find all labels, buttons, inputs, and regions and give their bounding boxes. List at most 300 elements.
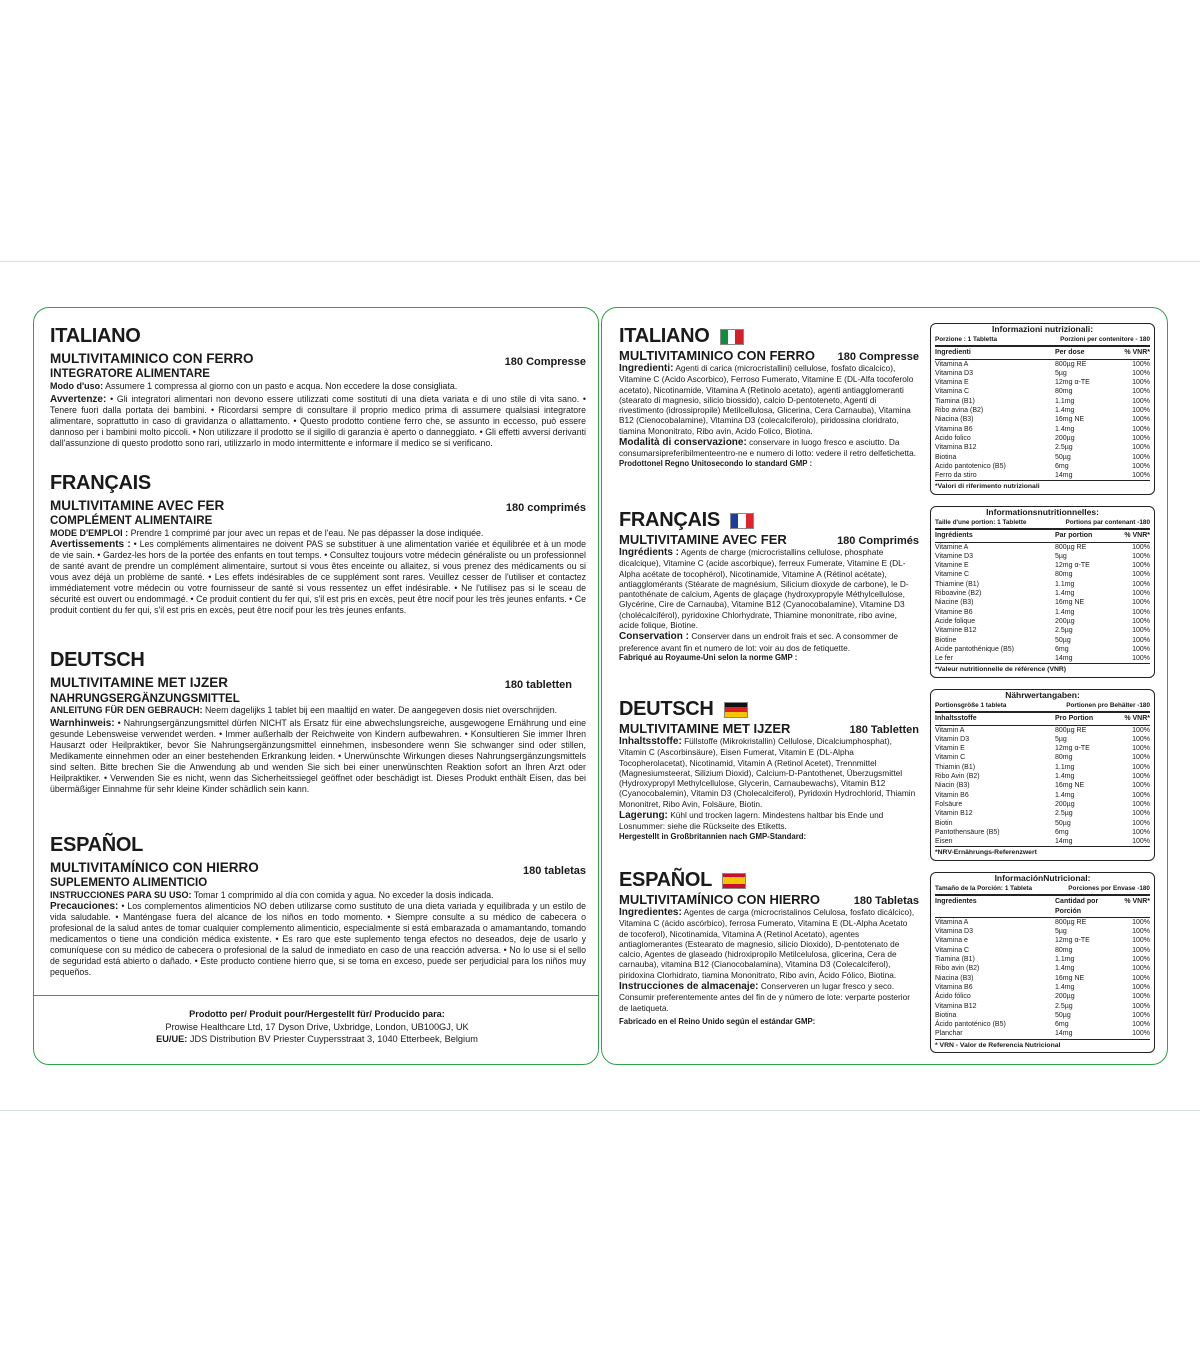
nutrient-amount: 2.5µg bbox=[1055, 810, 1073, 818]
header-amount: Per dose bbox=[1055, 349, 1085, 357]
nutrient-nrv: 100% bbox=[1132, 928, 1150, 936]
nutrient-nrv: 100% bbox=[1132, 425, 1150, 433]
manufacturer-address: Prowise Healthcare Ltd, 17 Dyson Drive, Uxbridge, London, UB100GJ, UK bbox=[165, 1021, 469, 1032]
nutrient-name: Niacina (B3) bbox=[935, 416, 974, 424]
nutrient-nrv: 100% bbox=[1132, 645, 1150, 653]
right-section-french bbox=[619, 509, 917, 663]
nutrient-name: Ribo avin (B2) bbox=[935, 965, 980, 973]
nutrient-amount: 200µg bbox=[1055, 617, 1075, 625]
ingredients-text: Ingrédients : Agents de charge (microcristallins cellulose, phosphate dicalcique), Vitamine C (acide ascorbique), ferreux Fumerate, Vitamine E (DL-Alpha acétate de tocophérol), Nicotinamide, Vitamine A (Rétinol acétate), antiagglomérants (Stéarate de magnésium, Silicium dioxyde de carbone), le D-pantothénate de calcium, Agents de glaçage (hydroxypropyle Méthylcellulose, Glycérine, Cire de Carnauba), Vitamine B12 (Cyanocobalamine), Vitamine D3 (cholécalciférol), pyridoxine Chlorhydrate, Thiamine mononitrate, ribo avine, acide folique, Biotine. bbox=[619, 547, 909, 631]
product-name: MULTIVITAMINE MET IJZER bbox=[619, 721, 791, 736]
nutrient-nrv: 100% bbox=[1132, 735, 1150, 743]
nutrition-table-title: InformaciónNutricional: bbox=[994, 873, 1091, 883]
nutrition-table-header bbox=[935, 347, 1150, 359]
nutrient-name: Niacin (B3) bbox=[935, 782, 970, 790]
nutrition-table-title: Nährwertangaben: bbox=[1005, 690, 1080, 700]
nutrient-name: Ácido fólico bbox=[935, 993, 971, 1001]
nutrient-name: Vitamina E bbox=[935, 379, 969, 387]
nutrient-name: Vitamina B6 bbox=[935, 983, 973, 991]
germany-flag-icon bbox=[724, 702, 748, 718]
nutrient-nrv: 100% bbox=[1132, 655, 1150, 663]
nutrient-nrv: 100% bbox=[1132, 562, 1150, 570]
manufacturing-note: Fabriqué au Royaume-Uni selon la norme GMP : bbox=[619, 652, 798, 662]
nutrient-nrv: 100% bbox=[1132, 369, 1150, 377]
nutrient-nrv: 100% bbox=[1132, 543, 1150, 551]
nutrition-row bbox=[935, 415, 1150, 424]
nutrient-amount: 6mg bbox=[1055, 828, 1069, 836]
footer-divider bbox=[34, 995, 599, 996]
nutrient-nrv: 100% bbox=[1132, 453, 1150, 461]
nutrient-name: Thiamine (B1) bbox=[935, 580, 979, 588]
section-language-title: FRANÇAIS bbox=[50, 472, 151, 494]
nutrient-nrv: 100% bbox=[1132, 838, 1150, 846]
nutrient-name: Ribo Avin (B2) bbox=[935, 773, 980, 781]
nutrient-name: Tiamina (B1) bbox=[935, 397, 975, 405]
nutrition-table-title: Informationsnutritionnelles: bbox=[986, 507, 1099, 517]
nutrient-nrv: 100% bbox=[1132, 462, 1150, 470]
tablet-count: 180 comprimés bbox=[505, 502, 586, 514]
nutrient-nrv: 100% bbox=[1132, 993, 1150, 1001]
section-language-title: DEUTSCH bbox=[619, 698, 714, 720]
nutrient-amount: 50µg bbox=[1055, 819, 1071, 827]
header-amount: Pro Portion bbox=[1055, 715, 1094, 723]
nutrient-name: Acido folico bbox=[935, 434, 971, 442]
nutrient-nrv: 100% bbox=[1132, 983, 1150, 991]
nutrient-amount: 800µg RE bbox=[1055, 918, 1087, 926]
nutrition-row bbox=[935, 561, 1150, 570]
nutrient-name: Vitamine C bbox=[935, 571, 970, 579]
nutrient-amount: 14mg bbox=[1055, 472, 1073, 480]
top-guide-line bbox=[0, 261, 1200, 262]
nutrition-table-spanish bbox=[930, 872, 1155, 1053]
nutrient-nrv: 100% bbox=[1132, 1021, 1150, 1029]
nutrition-row bbox=[935, 434, 1150, 443]
nutrition-table-header bbox=[935, 530, 1150, 542]
nutrient-nrv: 100% bbox=[1132, 434, 1150, 442]
product-name: MULTIVITAMINICO CON FERRO bbox=[50, 351, 254, 366]
section-language-title: FRANÇAIS bbox=[619, 509, 720, 531]
nutrient-nrv: 100% bbox=[1132, 791, 1150, 799]
nutrition-row bbox=[935, 1011, 1150, 1020]
nutrient-nrv: 100% bbox=[1132, 407, 1150, 415]
nutrition-row bbox=[935, 809, 1150, 818]
nutrition-row bbox=[935, 453, 1150, 462]
nutrition-row bbox=[935, 744, 1150, 753]
nutrient-amount: 1.1mg bbox=[1055, 956, 1075, 964]
nutrient-amount: 200µg bbox=[1055, 800, 1075, 808]
nutrient-nrv: 100% bbox=[1132, 636, 1150, 644]
product-category: COMPLÉMENT ALIMENTAIRE bbox=[50, 515, 213, 527]
ingredients-text: Inhaltsstoffe: Füllstoffe (Mikrokristallin) Cellulose, Dicalciumphosphat), Vitamin C (Ascorbinsäure), Eisen Fumerat, Vitamin E (DL-Alpha Tocopherolacetat), Nicotinamid, Vitamin A (Retinol Acetet), Trennmittel (Magnesiumsteerat, Silizium Dioxid), Calcium-D-Pantothenet, Überzugsmittel (Hydroxypropyl Methylcellulose, Glycerin, Carnaubewachs), Vitamin B12 (Cyanocobalemin), Vitamin D3 (Cholecalciferol), Pyridoxin Hydrochlorid, Thiamin Mononitret, Ribo Avin, Folsäure, Biotin. bbox=[619, 736, 916, 809]
nutrient-amount: 5µg bbox=[1055, 369, 1067, 377]
nutrition-row bbox=[935, 360, 1150, 369]
section-language-title: DEUTSCH bbox=[50, 649, 145, 671]
nutrient-nrv: 100% bbox=[1132, 1030, 1150, 1038]
product-category: SUPLEMENTO ALIMENTICIO bbox=[50, 877, 208, 889]
nutrition-row bbox=[935, 645, 1150, 654]
nutrient-amount: 2.5µg bbox=[1055, 444, 1073, 452]
nutrient-name: Vitamin C bbox=[935, 754, 966, 762]
serving-info bbox=[935, 518, 1150, 530]
nutrient-amount: 14mg bbox=[1055, 838, 1073, 846]
nutrient-nrv: 100% bbox=[1132, 627, 1150, 635]
nutrient-amount: 6mg bbox=[1055, 1021, 1069, 1029]
servings-per-container: Portions par contenant -180 bbox=[1065, 519, 1150, 526]
nutrient-nrv: 100% bbox=[1132, 918, 1150, 926]
nutrient-name: Vitamina C bbox=[935, 388, 970, 396]
nutrient-nrv: 100% bbox=[1132, 726, 1150, 734]
nutrition-footnote: *Valeur nutritionnelle de référence (VNR) bbox=[935, 663, 1150, 676]
storage-text: Instrucciones de almacenaje: Conserveren un lugar fresco y seco. Consumir preferentemente antes del fin de y número de lote: verparte posterior de laetiqueta. bbox=[619, 981, 911, 1013]
ingredients-text: Ingredientes: Agentes de carga (microcristalinos Celulosa, fosfato dicálcico), Vitamina C (ácido ascórbico), ferrosa Fumerato, Vitamina E (DL-Alpha Acetato de tocoferol), Nicotinamida, Vitamina A (Retinol Acetato), agentes antiaglomerantes (Estearato de magnesio, silicio Dioxido), D-pentotenato de calcio, Agentes de glaseado (hidroxipropilo Metilcelulosa, glicerina, Cera de carnauba), vitamina B12 (Cianocobalamina), Vitamina D3 (Colecalciferol), piridoxina Clorhidrato, tiamina Mononitrato, Ribo avin, Ácido Fólico, Biotina. bbox=[619, 907, 915, 980]
italy-flag-icon bbox=[720, 329, 744, 345]
nutrition-row bbox=[935, 828, 1150, 837]
france-flag-icon bbox=[730, 513, 754, 529]
nutrition-row bbox=[935, 543, 1150, 552]
nutrition-row bbox=[935, 781, 1150, 790]
nutrient-amount: 1.1mg bbox=[1055, 763, 1075, 771]
header-nrv: % VNR* bbox=[1124, 715, 1150, 723]
nutrient-amount: 2.5µg bbox=[1055, 627, 1073, 635]
header-amount: Cantidad por Porción bbox=[1055, 898, 1099, 915]
left-section-german bbox=[50, 649, 586, 795]
section-language-title: ITALIANO bbox=[619, 325, 710, 347]
nutrition-row bbox=[935, 617, 1150, 626]
nutrient-nrv: 100% bbox=[1132, 965, 1150, 973]
nutrition-row bbox=[935, 992, 1150, 1001]
product-name: MULTIVITAMÍNICO CON HIERRO bbox=[619, 892, 821, 907]
nutrient-amount: 800µg RE bbox=[1055, 543, 1087, 551]
header-nrv: % VNR* bbox=[1124, 532, 1150, 540]
nutrition-row bbox=[935, 471, 1150, 480]
usage-instructions: ANLEITUNG FÜR DEN GEBRAUCH: Neem dagelijks 1 tablet bij een maaltijd en water. De aangegeven dosis niet overschrijden. bbox=[50, 705, 558, 715]
nutrient-name: Vitamina D3 bbox=[935, 928, 974, 936]
right-section-german bbox=[619, 698, 917, 842]
nutrient-nrv: 100% bbox=[1132, 1011, 1150, 1019]
nutrient-amount: 50µg bbox=[1055, 453, 1071, 461]
nutrient-name: Riboavine (B2) bbox=[935, 590, 982, 598]
nutrient-amount: 50µg bbox=[1055, 636, 1071, 644]
left-section-spanish bbox=[50, 834, 586, 978]
nutrient-amount: 14mg bbox=[1055, 655, 1073, 663]
nutrient-name: Vitamina A bbox=[935, 360, 969, 368]
manufacturing-note: Prodottonel Regno Unitosecondo lo standard GMP : bbox=[619, 458, 813, 468]
tablet-count: 180 Tabletas bbox=[853, 895, 919, 907]
nutrient-amount: 80mg bbox=[1055, 946, 1073, 954]
header-nrv: % VNR* bbox=[1124, 349, 1150, 357]
nutrition-row bbox=[935, 598, 1150, 607]
eu-distributor: EU/UE: JDS Distribution BV Priester Cuypersstraat 3, 1040 Etterbeek, Belgium bbox=[156, 1034, 478, 1044]
section-language-title: ITALIANO bbox=[50, 325, 141, 347]
nutrient-amount: 50µg bbox=[1055, 1011, 1071, 1019]
nutrition-footnote: * VRN - Valor de Referencia Nutricional bbox=[935, 1039, 1150, 1052]
section-language-title: ESPAÑOL bbox=[50, 834, 144, 856]
nutrient-amount: 1.4mg bbox=[1055, 983, 1075, 991]
nutrient-amount: 5µg bbox=[1055, 552, 1067, 560]
usage-instructions: INSTRUCCIONES PARA SU USO: Tomar 1 comprimido al día con comida y agua. No exceder la dosis indicada. bbox=[50, 890, 494, 900]
tablet-count: 180 Compresse bbox=[837, 351, 919, 363]
nutrient-amount: 1.4mg bbox=[1055, 608, 1075, 616]
nutrition-row bbox=[935, 552, 1150, 561]
nutrition-row bbox=[935, 378, 1150, 387]
nutrient-amount: 16mg NE bbox=[1055, 974, 1085, 982]
manufacturer-footer bbox=[34, 1008, 599, 1046]
storage-text: Conservation : Conserver dans un endroit frais et sec. A consommer de preference avant fin et numero de lot: voir au dos de fetiquette. bbox=[619, 631, 898, 653]
nutrition-footnote: *Valori di riferimento nutrizionali bbox=[935, 480, 1150, 493]
nutrient-nrv: 100% bbox=[1132, 763, 1150, 771]
right-section-italian bbox=[619, 325, 917, 469]
nutrient-amount: 1.4mg bbox=[1055, 407, 1075, 415]
left-label-panel bbox=[33, 307, 599, 1065]
storage-text: Modalità di conservazione: conservare in luogo fresco e asciutto. Da consumarsipreferibilmenteentro-ne e numero di lotto: vedere il retro delfetichetta. bbox=[619, 437, 916, 459]
nutrient-nrv: 100% bbox=[1132, 946, 1150, 954]
nutrient-name: Vitamin B6 bbox=[935, 791, 969, 799]
nutrition-row bbox=[935, 589, 1150, 598]
nutrition-row bbox=[935, 974, 1150, 983]
product-category: NAHRUNGSERGÄNZUNGSMITTEL bbox=[50, 693, 240, 705]
product-name: MULTIVITAMINE AVEC FER bbox=[619, 532, 787, 547]
tablet-count: 180 tabletas bbox=[523, 865, 586, 877]
nutrition-row bbox=[935, 636, 1150, 645]
nutrient-name: Vitamine E bbox=[935, 562, 969, 570]
nutrition-row bbox=[935, 608, 1150, 617]
nutrient-amount: 1.4mg bbox=[1055, 773, 1075, 781]
nutrient-nrv: 100% bbox=[1132, 754, 1150, 762]
nutrient-name: Tiamina (B1) bbox=[935, 956, 975, 964]
nutrient-nrv: 100% bbox=[1132, 800, 1150, 808]
nutrient-name: Biotina bbox=[935, 453, 957, 461]
servings-per-container: Porciones por Envase -180 bbox=[1068, 885, 1150, 892]
nutrition-table-italian bbox=[930, 323, 1155, 495]
nutrient-amount: 16mg NE bbox=[1055, 599, 1085, 607]
header-ingredient: Ingredienti bbox=[935, 349, 971, 357]
nutrient-nrv: 100% bbox=[1132, 782, 1150, 790]
nutrient-nrv: 100% bbox=[1132, 388, 1150, 396]
nutrient-nrv: 100% bbox=[1132, 828, 1150, 836]
nutrition-row bbox=[935, 1002, 1150, 1011]
spain-flag-icon bbox=[722, 873, 746, 889]
nutrient-amount: 16mg NE bbox=[1055, 416, 1085, 424]
servings-per-container: Porzioni per contenitore - 180 bbox=[1060, 336, 1150, 343]
nutrition-row bbox=[935, 443, 1150, 452]
nutrient-amount: 12mg α-TE bbox=[1055, 745, 1090, 753]
nutrient-amount: 1.4mg bbox=[1055, 425, 1075, 433]
nutrition-row bbox=[935, 837, 1150, 846]
right-section-spanish bbox=[619, 869, 917, 1027]
warnings-text: Precauciones: • Los complementos alimenticios NO deben utilizarse como sustituto de una dieta variada y equilibrada y un estilo de vida saludable. • Manténgase fuera del alcance de los niños en todo momento. • Siempre consulte a su médico de cabecera o profesional de la salud antes de tomar cualquier complemento alimenticio, especialmente si está embarazada o amamantando, tomando medicamentos o tiene una condición médica existente. • Es raro que este suplemento tenga efectos no deseados, deje de usarlo y comuníquese con su médico de cabecera o profesional de la salud de inmediato en caso de una reacción adversa. • No lo use si el sello de seguridad está abierto o dañado. • Este producto contiene hierro que, si se toma en exceso, puede ser perjudicial para los niños muy pequeños. bbox=[50, 901, 586, 977]
nutrient-name: Vitamin A bbox=[935, 726, 965, 734]
nutrition-row bbox=[935, 425, 1150, 434]
nutrient-name: Niacina (B3) bbox=[935, 974, 974, 982]
nutrition-row bbox=[935, 387, 1150, 396]
nutrition-row bbox=[935, 753, 1150, 762]
nutrient-amount: 5µg bbox=[1055, 928, 1067, 936]
nutrient-name: Vitamin E bbox=[935, 745, 965, 753]
nutrient-amount: 200µg bbox=[1055, 993, 1075, 1001]
nutrient-nrv: 100% bbox=[1132, 773, 1150, 781]
nutrition-row bbox=[935, 763, 1150, 772]
nutrient-amount: 1.4mg bbox=[1055, 590, 1075, 598]
nutrient-nrv: 100% bbox=[1132, 819, 1150, 827]
product-name: MULTIVITAMINE MET IJZER bbox=[50, 675, 228, 690]
nutrition-table-french bbox=[930, 506, 1155, 678]
nutrient-name: Ferro da stiro bbox=[935, 472, 977, 480]
nutrient-name: Ácido pantoténico (B5) bbox=[935, 1021, 1006, 1029]
nutrient-amount: 80mg bbox=[1055, 388, 1073, 396]
nutrient-nrv: 100% bbox=[1132, 617, 1150, 625]
serving-info bbox=[935, 335, 1150, 347]
nutrition-row bbox=[935, 735, 1150, 744]
nutrient-name: Planchar bbox=[935, 1030, 963, 1038]
nutrient-name: Vitamine D3 bbox=[935, 552, 974, 560]
nutrient-nrv: 100% bbox=[1132, 379, 1150, 387]
nutrient-amount: 800µg RE bbox=[1055, 726, 1087, 734]
nutrient-name: Acide pantothénique (B5) bbox=[935, 645, 1014, 653]
nutrient-name: Vitamina A bbox=[935, 918, 969, 926]
serving-size: Taille d'une portion: 1 Tablette bbox=[935, 519, 1027, 526]
nutrient-name: Le fer bbox=[935, 655, 953, 663]
servings-per-container: Portionen pro Behälter -180 bbox=[1066, 702, 1150, 709]
nutrition-row bbox=[935, 800, 1150, 809]
product-name: MULTIVITAMÍNICO CON HIERRO bbox=[50, 860, 259, 875]
nutrition-row bbox=[935, 918, 1150, 927]
serving-size: Porzione : 1 Tabletta bbox=[935, 336, 998, 343]
nutrition-row bbox=[935, 936, 1150, 945]
nutrient-name: Vitamin B12 bbox=[935, 810, 973, 818]
product-name: MULTIVITAMINE AVEC FER bbox=[50, 498, 225, 513]
serving-info bbox=[935, 701, 1150, 713]
nutrient-nrv: 100% bbox=[1132, 810, 1150, 818]
nutrition-row bbox=[935, 819, 1150, 828]
nutrient-nrv: 100% bbox=[1132, 937, 1150, 945]
storage-text: Lagerung: Kühl und trocken lagern. Mindestens haltbar bis Ende und Losnummer: siehe die Rückseite des Etiketts. bbox=[619, 810, 884, 832]
nutrient-amount: 1.4mg bbox=[1055, 965, 1075, 973]
nutrient-name: Vitamina C bbox=[935, 946, 970, 954]
nutrition-footnote: *NRV-Ernährungs-Referenzwert bbox=[935, 846, 1150, 859]
nutrition-row bbox=[935, 726, 1150, 735]
nutrition-row bbox=[935, 955, 1150, 964]
nutrient-nrv: 100% bbox=[1132, 472, 1150, 480]
nutrient-nrv: 100% bbox=[1132, 552, 1150, 560]
nutrient-nrv: 100% bbox=[1132, 974, 1150, 982]
nutrient-name: Folsäure bbox=[935, 800, 963, 808]
nutrient-nrv: 100% bbox=[1132, 608, 1150, 616]
nutrient-nrv: 100% bbox=[1132, 444, 1150, 452]
nutrient-name: Vitamina B12 bbox=[935, 1002, 977, 1010]
nutrient-name: Acide folique bbox=[935, 617, 976, 625]
nutrient-amount: 2.5µg bbox=[1055, 1002, 1073, 1010]
manufacturing-note: Fabricado en el Reino Unido según el estándar GMP: bbox=[619, 1016, 816, 1026]
nutrition-row bbox=[935, 772, 1150, 781]
left-section-french bbox=[50, 472, 586, 616]
serving-info bbox=[935, 884, 1150, 896]
nutrient-nrv: 100% bbox=[1132, 360, 1150, 368]
nutrition-row bbox=[935, 946, 1150, 955]
bottom-guide-line bbox=[0, 1110, 1200, 1111]
nutrient-name: Vitamina e bbox=[935, 937, 968, 945]
nutrition-row bbox=[935, 626, 1150, 635]
nutrition-row bbox=[935, 791, 1150, 800]
nutrient-name: Vitamine A bbox=[935, 543, 969, 551]
nutrient-amount: 800µg RE bbox=[1055, 360, 1087, 368]
nutrient-name: Thiamin (B1) bbox=[935, 763, 976, 771]
manufacturing-note: Hergestellt in Großbritannien nach GMP-Standard: bbox=[619, 831, 807, 841]
right-label-panel bbox=[601, 307, 1168, 1065]
header-ingredient: Inhaltsstoffe bbox=[935, 715, 977, 723]
nutrient-nrv: 100% bbox=[1132, 397, 1150, 405]
warnings-text: Avvertenze: • Gli integratori alimentari non devono essere utilizzati come sostituti di una dieta variata e di uno stile di vita sano. • Tenere fuori dalla portata dei bambini. • Ricordarsi sempre di consultare il proprio medico prima di assumere qualsiasi integratore alimentare, soprattutto in caso di gravidanza o allattamento. • Questo prodotto contiene ferro che, se assunto in eccesso, può essere dannoso per i bambini molto piccoli. • Non utilizzare il prodotto se il sigillo di garanzia è aperto o danneggiato. • Gli effetti avversi derivanti dall'assunzione di questo prodotto sono rari, utilizzarlo in modo intermittente e informare il medico se si verificano. bbox=[50, 394, 587, 448]
nutrition-row bbox=[935, 570, 1150, 579]
nutrient-name: Vitamina B12 bbox=[935, 444, 977, 452]
nutrient-amount: 80mg bbox=[1055, 571, 1073, 579]
nutrient-amount: 12mg α-TE bbox=[1055, 562, 1090, 570]
nutrition-row bbox=[935, 397, 1150, 406]
nutrient-name: Vitamina D3 bbox=[935, 369, 974, 377]
serving-size: Portionsgröße 1 tableta bbox=[935, 702, 1007, 709]
ingredients-text: Ingredienti: Agenti di carica (microcristallini) cellulose, fosfato dicalcico), Vitamine C (Acido Ascorbico), Ferroso Fumerato, Vitamine E (DL-Alfa tocoferolo acetato), Nicotinamide, Vitamina A (Retinolo acetato), agenti antiagglomeranti (stearato di magnesio, silicio biossido), calcio D-pentoteneto, Agenti di rivestimento (idrossipropile) Metilcellulosa, Glicerina, Cera Carnauba), Vitamina B12 (Cienocobalamine), Vitamina D3 (colecalciferolo), piridossina cloridrato, tiamina Mononitrato, Ribo avin, Acido Folico, Biotina. bbox=[619, 363, 914, 436]
nutrition-row bbox=[935, 462, 1150, 471]
nutrition-table-title: Informazioni nutrizionali: bbox=[991, 324, 1094, 334]
nutrient-nrv: 100% bbox=[1132, 1002, 1150, 1010]
nutrient-amount: 14mg bbox=[1055, 1030, 1073, 1038]
nutrition-row bbox=[935, 1029, 1150, 1038]
nutrient-amount: 1.4mg bbox=[1055, 791, 1075, 799]
product-name: MULTIVITAMINICO CON FERRO bbox=[619, 348, 815, 363]
warnings-text: Avertissements : • Les compléments alimentaires ne doivent PAS se substituer à une alimentation variée et équilibrée et à un mode de vie sain. • Gardez-les hors de la portée des enfants en tout temps. • Consultez toujours votre médecin généraliste ou un professionnel de santé avant de prendre un complément alimentaire, surtout si vous êtes enceinte ou allaitez, si vous prenez des médicaments ou si vous avez déjà un problème de santé. • Les effets indésirables de ce supplément sont rares. Veuillez cesser de l'utiliser et contactez immédiatement votre médecin ou votre fournisseur de santé si vous ressentez un effet indésirable. • Ne l'utilisez pas si le sceau de sécurité est ouvert ou endommagé. • Ce produit contient du fer qui, s'il est pris en excès, peut être nocif pour les très jeunes enfants. • Ce produit contient du fer qui, s'il est pris en excès, peut être nocif pour les très jeunes enfants. bbox=[50, 539, 586, 615]
section-language-title: ESPAÑOL bbox=[619, 869, 713, 891]
header-nrv: % VNR* bbox=[1124, 898, 1150, 906]
nutrition-row bbox=[935, 369, 1150, 378]
nutrition-table-header bbox=[935, 713, 1150, 725]
header-ingredient: Ingrédients bbox=[935, 532, 973, 540]
nutrient-nrv: 100% bbox=[1132, 745, 1150, 753]
nutrient-name: Vitamine B12 bbox=[935, 627, 977, 635]
warnings-text: Warnhinweis: • Nahrungsergänzungsmittel dürfen NICHT als Ersatz für eine abwechslungsreiche, ausgewogene Ernährung und eine gesunde Lebensweise verwendet werden. • Immer außerhalb der Reichweite von Kindern aufbewahren. • Konsultieren Sie immer Ihren Hausarzt oder Heilpraktiker, bevor Sie Nahrungsergänzungsmittel einnehmen, insbesondere wenn Sie schwanger sind oder stillen, Medikamente einnehmen oder an einer bestehenden Erkrankung leiden. • Unerwünschte Wirkungen dieses Nahrungsergänzungsmittels sind selten. Bitte brechen Sie die Anwendung ab und wenden Sie sich bei einer unerwünschten Reaktion sofort an Ihren Arzt oder Heilpraktiker. • Verwenden Sie es nicht, wenn das Sicherheitssiegel geöffnet oder beschädigt ist. Dieses Produkt enthält Eisen, das bei übermäßiger Einnahme für sehr kleine Kinder schädlich sein kann. bbox=[50, 718, 586, 794]
nutrient-amount: 1.1mg bbox=[1055, 580, 1075, 588]
nutrient-name: Vitamina B6 bbox=[935, 425, 973, 433]
nutrient-name: Acido pantotenico (B5) bbox=[935, 462, 1006, 470]
manufacturer-heading: Prodotto per/ Produit pour/Hergestellt für/ Producido para: bbox=[189, 1009, 445, 1019]
header-amount: Par portion bbox=[1055, 532, 1093, 540]
nutrient-nrv: 100% bbox=[1132, 571, 1150, 579]
nutrition-row bbox=[935, 927, 1150, 936]
tablet-count: 180 Tabletten bbox=[849, 724, 919, 736]
serving-size: Tamaño de la Porción: 1 Tableta bbox=[935, 885, 1033, 892]
nutrition-row bbox=[935, 964, 1150, 973]
nutrition-row bbox=[935, 654, 1150, 663]
nutrition-row bbox=[935, 406, 1150, 415]
nutrient-nrv: 100% bbox=[1132, 599, 1150, 607]
tablet-count: 180 Comprimés bbox=[837, 535, 919, 547]
nutrient-name: Biotine bbox=[935, 636, 957, 644]
nutrient-name: Vitamin D3 bbox=[935, 735, 970, 743]
nutrition-table-german bbox=[930, 689, 1155, 861]
left-section-italian bbox=[50, 325, 586, 449]
nutrient-nrv: 100% bbox=[1132, 416, 1150, 424]
nutrient-amount: 12mg α-TE bbox=[1055, 937, 1090, 945]
nutrient-amount: 6mg bbox=[1055, 462, 1069, 470]
nutrition-table-header bbox=[935, 896, 1150, 918]
nutrition-row bbox=[935, 983, 1150, 992]
nutrient-amount: 12mg α-TE bbox=[1055, 379, 1090, 387]
nutrient-amount: 80mg bbox=[1055, 754, 1073, 762]
nutrient-name: Vitamine B6 bbox=[935, 608, 973, 616]
usage-instructions: Modo d'uso: Assumere 1 compressa al giorno con un pasto e acqua. Non eccedere la dose consigliata. bbox=[50, 381, 458, 391]
nutrient-name: Eisen bbox=[935, 838, 953, 846]
tablet-count: 180 Compresse bbox=[504, 356, 586, 368]
nutrient-nrv: 100% bbox=[1132, 590, 1150, 598]
nutrient-name: Niacine (B3) bbox=[935, 599, 974, 607]
